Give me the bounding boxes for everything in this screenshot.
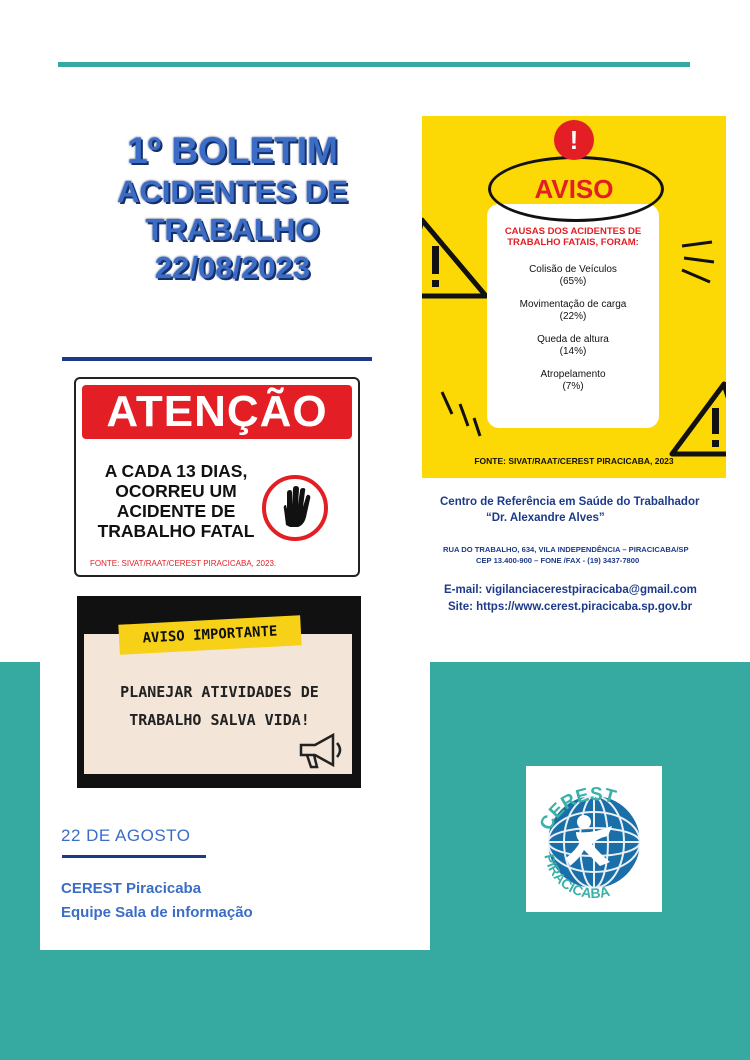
warning-triangle-icon — [668, 378, 726, 458]
cause-percent: (65%) — [559, 276, 587, 287]
atencao-line-2: OCORREU UM — [115, 481, 237, 501]
alert-icon: ! — [554, 120, 594, 160]
footer-team: Equipe Sala de informação — [61, 904, 253, 921]
center-name: Centro de Referência em Saúde do Trabalhador — [440, 496, 700, 508]
title-divider — [62, 357, 372, 361]
cause-item — [492, 334, 654, 358]
footer-org: CEREST Piracicaba — [61, 880, 202, 897]
date-divider — [62, 855, 206, 858]
atencao-line-3: ACIDENTE DE — [116, 501, 236, 521]
aviso-message-line-2: TRABALHO SALVA VIDA! — [129, 711, 310, 729]
atencao-sign — [74, 377, 360, 577]
causes-title-line-1: CAUSAS DOS ACIDENTES DE — [504, 226, 642, 237]
aviso-source: FONTE: SIVAT/RAAT/CEREST PIRACICABA, 2023 — [474, 456, 674, 466]
top-divider — [58, 62, 690, 67]
cause-name: Movimentação de carga — [519, 299, 627, 310]
title-line-4: 22/08/2023 — [154, 249, 311, 285]
causes-list — [492, 264, 654, 404]
dash-marks-icon — [672, 236, 722, 286]
logo-bottom-text: PIRACICABA — [541, 852, 612, 902]
title-line-2: ACIDENTES DE — [117, 174, 348, 210]
logo-top-text: CEREST — [535, 784, 619, 834]
atencao-message — [90, 461, 262, 541]
cause-percent: (7%) — [562, 381, 584, 392]
stop-hand-icon — [262, 475, 328, 541]
cause-percent: (14%) — [559, 346, 587, 357]
atencao-source: FONTE: SIVAT/RAAT/CEREST PIRACICABA, 2023. — [90, 559, 277, 568]
aviso-importante-tag: AVISO IMPORTANTE — [118, 615, 301, 654]
phone-line: CEP 13.400-900 – FONE /FAX - (19) 3437-7800 — [476, 556, 640, 565]
aviso-importante-card — [77, 596, 361, 788]
cause-name: Colisão de Veículos — [529, 264, 617, 275]
title-line-3: TRABALHO — [145, 211, 320, 247]
cause-name: Queda de altura — [537, 334, 609, 345]
atencao-line-4: TRABALHO FATAL — [97, 521, 255, 541]
globe-logo-icon — [526, 766, 662, 912]
footer-date: 22 DE AGOSTO — [61, 826, 191, 845]
warning-triangle-icon — [422, 212, 492, 302]
atencao-line-1: A CADA 13 DIAS, — [104, 461, 248, 481]
title-line-1: 1º BOLETIM — [127, 130, 338, 171]
site-link[interactable]: Site: https://www.cerest.piracicaba.sp.gov.br — [448, 601, 693, 613]
aviso-message-line-1: PLANEJAR ATIVIDADES DE — [120, 683, 319, 701]
dash-marks-icon — [434, 384, 484, 444]
cause-item — [492, 369, 654, 393]
cause-name: Atropelamento — [540, 369, 606, 380]
email-link[interactable]: E-mail: vigilanciacerestpiracicaba@gmail.com — [444, 584, 697, 596]
causes-title-line-2: TRABALHO FATAIS, FORAM: — [507, 237, 639, 248]
cause-item — [492, 299, 654, 323]
cause-item — [492, 264, 654, 288]
aviso-word: AVISO — [534, 174, 614, 204]
center-honoree: “Dr. Alexandre Alves” — [486, 512, 605, 524]
atencao-heading: ATENÇÃO — [82, 385, 352, 439]
address-line: RUA DO TRABALHO, 634, VILA INDEPENDÊNCIA – PIRACICABA/SP — [443, 545, 689, 554]
causes-title — [492, 226, 654, 248]
cerest-logo — [526, 766, 662, 912]
aviso-panel — [422, 116, 726, 478]
aviso-importante-message — [97, 678, 342, 734]
cause-percent: (22%) — [559, 311, 587, 322]
megaphone-icon — [295, 731, 347, 771]
bulletin-title — [60, 128, 405, 287]
